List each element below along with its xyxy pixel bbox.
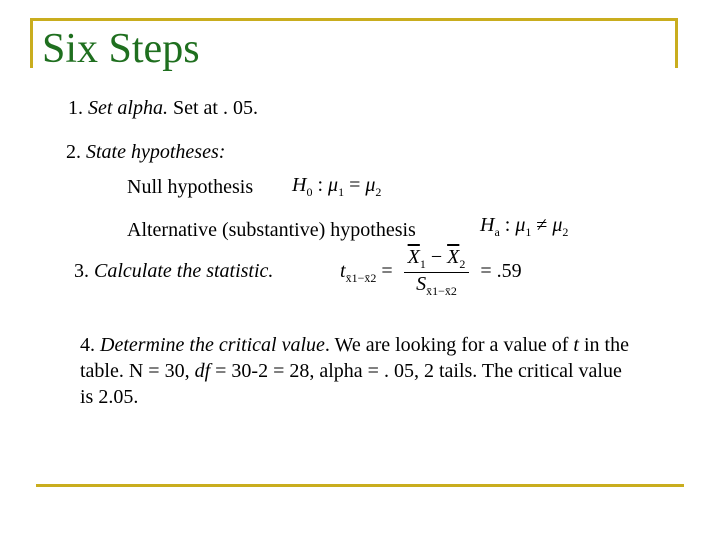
null-hypothesis-formula [292, 174, 381, 200]
mu-symbol: μ [328, 174, 339, 196]
step-1-detail: Set at . 05. [168, 97, 258, 119]
mu-symbol: μ [552, 214, 563, 236]
step-1 [68, 96, 258, 120]
null-hypothesis-label: Null hypothesis [127, 176, 254, 198]
step-4-number: 4. [80, 334, 100, 356]
step-4-text: in the table. N = 30, [80, 334, 629, 382]
slide-frame-top [30, 18, 678, 21]
step-1-heading: Set alpha. [88, 97, 168, 119]
x-subscript: 2 [459, 257, 466, 271]
h-symbol: H [480, 214, 495, 236]
step-2-number: 2. [66, 141, 86, 163]
colon: : [312, 174, 329, 196]
slide-frame-left [30, 18, 33, 68]
step-4 [80, 332, 640, 410]
x-bar-symbol: $\overline{X}$ [447, 246, 460, 268]
slide-frame-bottom [36, 484, 684, 487]
mu-subscript: 2 [375, 185, 382, 199]
mu-symbol: μ [515, 214, 526, 236]
equals-sign: = [344, 174, 366, 196]
x-bar-symbol: $\overline{X}$ [407, 246, 420, 268]
df-variable: df [194, 360, 211, 382]
mu-subscript: 1 [338, 185, 345, 199]
not-equal-sign: ≠ [531, 214, 553, 236]
h-symbol: H [292, 174, 307, 196]
t-symbol: t [340, 260, 346, 283]
s-subscript: x̄1−x̄2 [426, 284, 457, 298]
fraction-numerator [404, 246, 470, 273]
step-4-text: = 30-2 = 28, alpha = . 05, 2 tails. The critical value is 2.05. [80, 360, 622, 408]
mu-subscript: 2 [562, 225, 569, 239]
step-1-number: 1. [68, 97, 88, 119]
slide-title: Six Steps [42, 26, 200, 72]
step-4-text: . We are looking for a value of [324, 334, 574, 356]
t-subscript: x̄1−x̄2 [345, 271, 377, 286]
step-3-heading: Calculate the statistic. [94, 260, 274, 282]
mu-subscript: 1 [525, 225, 532, 239]
equals-sign: = [376, 260, 398, 283]
mu-symbol: μ [365, 174, 376, 196]
fraction [404, 246, 470, 299]
colon: : [499, 214, 516, 236]
t-statistic-formula [340, 246, 522, 299]
slide-frame-right [675, 18, 678, 68]
h-subscript: a [494, 225, 500, 239]
step-2-heading: State hypotheses: [86, 141, 226, 163]
minus-sign: − [425, 246, 448, 268]
step-4-heading: Determine the critical value [100, 334, 325, 356]
step-3-number: 3. [74, 260, 94, 282]
fraction-denominator [404, 273, 470, 299]
h-subscript: 0 [306, 185, 313, 199]
alternative-hypothesis-label: Alternative (substantive) hypothesis [127, 219, 416, 241]
s-symbol: S [416, 273, 427, 295]
step-2 [66, 140, 225, 164]
t-result: = .59 [475, 260, 522, 283]
t-variable: t [573, 334, 579, 356]
step-3 [74, 259, 273, 283]
alternative-hypothesis-formula [480, 214, 568, 240]
x-subscript: 1 [419, 257, 426, 271]
